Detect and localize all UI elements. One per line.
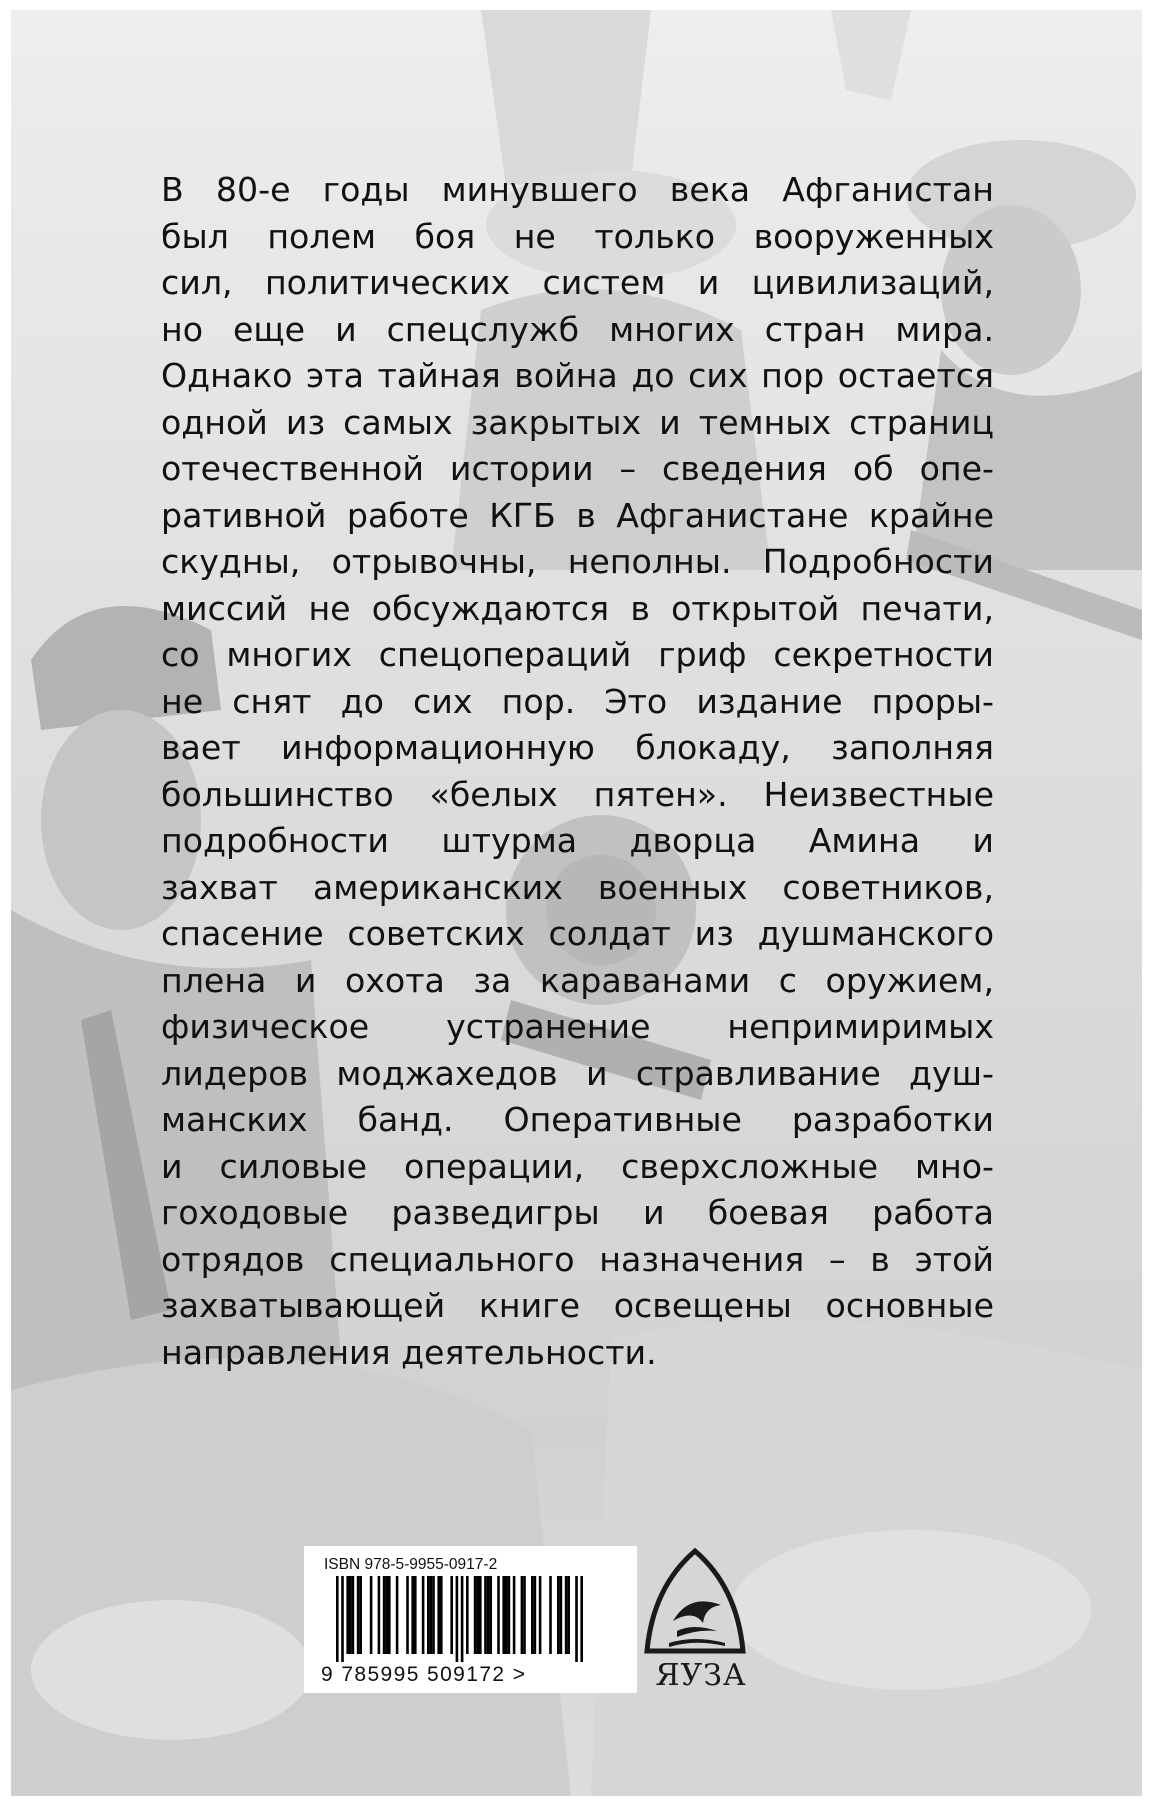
blurb-line: большинство «белых пятен». Неизвестные [161, 774, 994, 814]
barcode-bar [531, 1576, 534, 1654]
barcode-bar [489, 1576, 492, 1654]
barcode-bar [440, 1576, 443, 1654]
blurb-line: миссий не обсуждаются в открытой печати, [161, 588, 994, 628]
blurb-line: скудны, отрывочны, неполны. Подробности [161, 542, 994, 581]
blurb-line: ративной работе КГБ в Афганистане крайне [161, 495, 994, 535]
blurb-line: захватывающей книге освещены основные [161, 1286, 994, 1325]
blurb-line: подробности штурма дворца Амина и [161, 821, 994, 860]
publisher-name: ЯУЗА [655, 1658, 747, 1693]
barcode-bar [484, 1576, 487, 1654]
barcode-bar [352, 1576, 355, 1654]
barcode-bar [357, 1576, 360, 1654]
barcode-bar [549, 1576, 552, 1654]
blurb-line: физическое устранение непримиримых [161, 1007, 994, 1046]
barcode-bar [474, 1576, 477, 1654]
blurb-line: но еще и спецслужб многих стран мира. [161, 309, 994, 349]
barcode-bar [385, 1576, 388, 1654]
blurb-line: сил, политических систем и цивилизаций, [161, 263, 994, 302]
blurb-line: не снят до сих пор. Это издание проры- [161, 681, 994, 721]
barcode-bar [388, 1576, 391, 1654]
barcode-bar [432, 1576, 435, 1654]
barcode-bar [466, 1576, 469, 1654]
blurb-line: манских банд. Оперативные разработки [161, 1100, 994, 1139]
blurb-line: и силовые операции, сверхсложные мно- [161, 1146, 994, 1186]
barcode-bar [456, 1576, 459, 1662]
barcode-bar [437, 1576, 440, 1654]
cover-blurb [161, 167, 994, 1376]
barcode-bar [414, 1576, 417, 1654]
barcode-bar [521, 1576, 524, 1654]
barcode-bar [336, 1576, 339, 1662]
barcode-bar [378, 1576, 381, 1654]
barcode-bar [461, 1576, 464, 1662]
blurb-line: Однако эта тайная война до сих пор остается [161, 356, 994, 395]
isbn-label: ISBN 978-5-9955-0917-2 [324, 1556, 498, 1573]
barcode-bar [341, 1576, 344, 1662]
barcode-bar [565, 1576, 568, 1654]
blurb-line: направления деятельности. [161, 1332, 657, 1372]
ean-digits: 9 785995 509172 > [321, 1663, 527, 1686]
barcode-bar [567, 1576, 570, 1654]
barcode-bar [513, 1576, 516, 1654]
blurb-line: гоходовые разведигры и боевая работа [161, 1193, 994, 1232]
blurb-line: вает информационную блокаду, заполняя [161, 728, 994, 767]
blurb-line: одной из самых закрытых и темных страниц [161, 402, 994, 442]
barcode-bar [560, 1576, 563, 1654]
barcode-bar [523, 1576, 526, 1654]
blurb-line: со многих спецопераций гриф секретности [161, 635, 994, 674]
blurb-line: спасение советских солдат из душманского [161, 914, 994, 953]
barcode-bar [422, 1576, 425, 1654]
back-cover [11, 10, 1142, 1796]
barcode-bar [534, 1576, 537, 1654]
blurb-line: был полем боя не только вооруженных [161, 216, 994, 256]
barcode-bar [557, 1576, 560, 1654]
barcode-bar [411, 1576, 414, 1654]
barcode-bar [370, 1576, 373, 1654]
blurb-line: отечественной истории – сведения об опе- [161, 449, 994, 488]
barcode-bar [508, 1576, 511, 1654]
barcode-bar [427, 1576, 430, 1654]
barcode-bar [450, 1576, 453, 1654]
blurb-line: плена и охота за караванами с оружием, [161, 960, 994, 1000]
barcode-bar [575, 1576, 578, 1662]
barcode-bar [383, 1576, 386, 1654]
publisher-logo-icon [633, 1547, 758, 1659]
barcode-bar [476, 1576, 479, 1654]
blurb-line: лидеров моджахедов и стравливание душ- [161, 1053, 994, 1093]
barcode-bar [539, 1576, 542, 1654]
barcode-bar [359, 1576, 362, 1654]
barcode-bar [406, 1576, 409, 1654]
barcode-bar [502, 1576, 505, 1654]
barcode-bar [346, 1576, 349, 1654]
barcode-bar [487, 1576, 490, 1654]
blurb-line: В 80-е годы минувшего века Афганистан [161, 170, 994, 209]
barcode-bar [497, 1576, 500, 1654]
blurb-line: отрядов специального назначения – в этой [161, 1239, 994, 1279]
barcode-bar [479, 1576, 482, 1654]
barcode-bar [580, 1576, 583, 1662]
barcode-bar [396, 1576, 399, 1654]
ean13-barcode [324, 1576, 614, 1664]
barcode-bar [349, 1576, 352, 1654]
blurb-line: захват американских военных советников, [161, 867, 994, 907]
barcode-box [304, 1546, 637, 1693]
barcode-bar [430, 1576, 433, 1654]
barcode-bar [505, 1576, 508, 1654]
